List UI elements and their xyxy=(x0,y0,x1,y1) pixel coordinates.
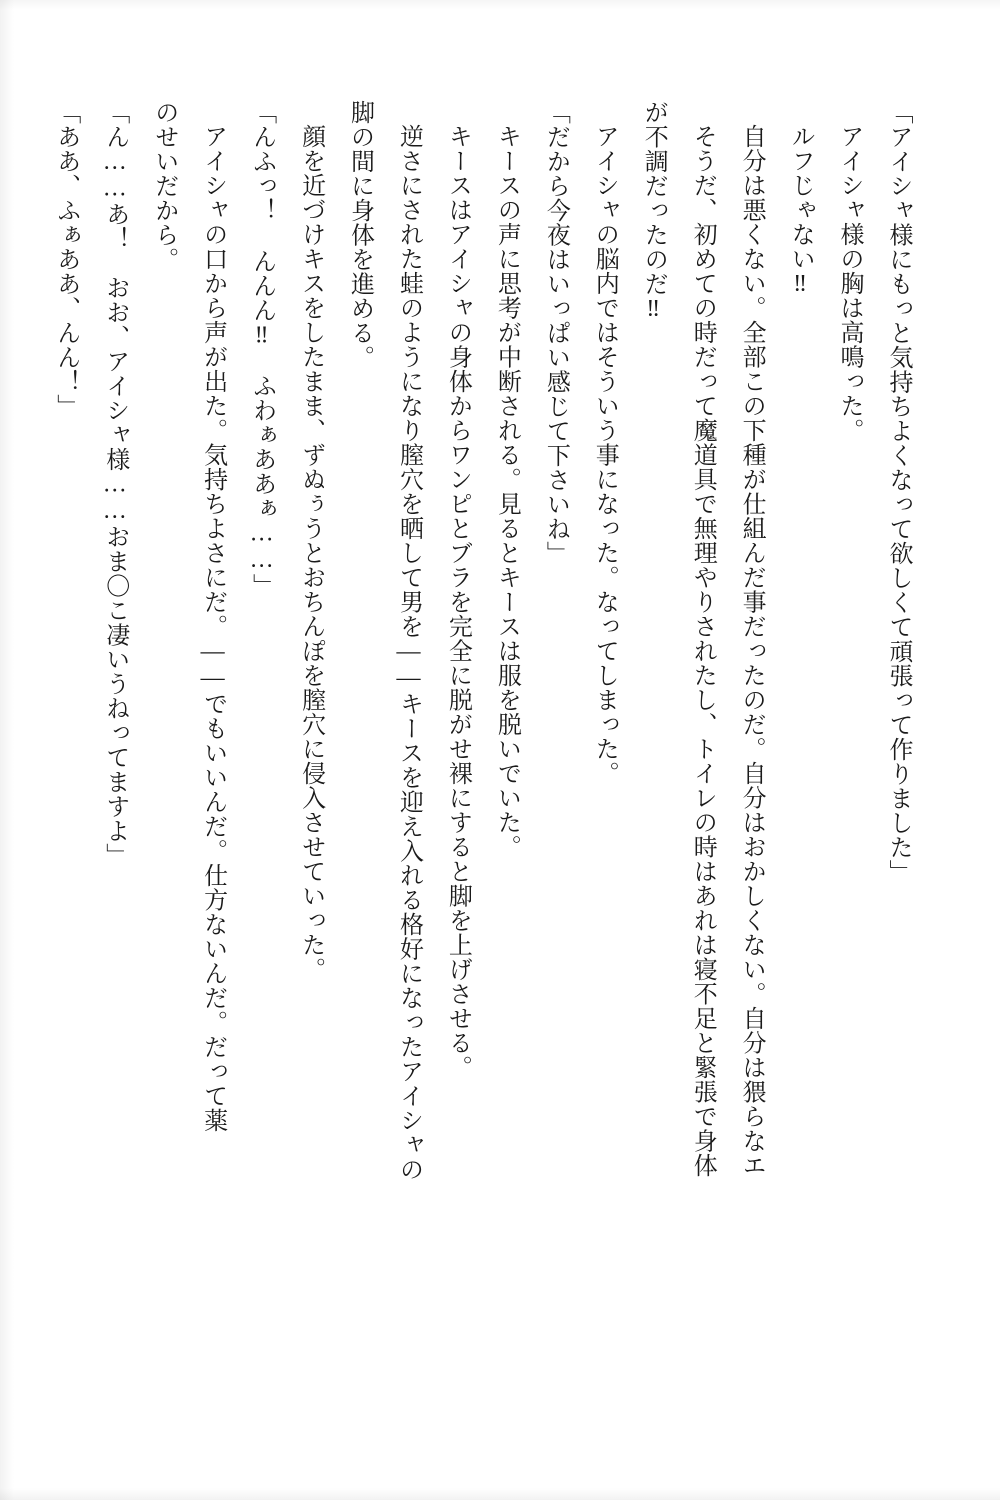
paragraph: キースはアイシャの身体からワンピとブラを完全に脱がせ裸にすると脚を上げさせる。 xyxy=(444,124,471,1080)
paragraph: アイシャの脳内ではそういう事になった。なってしまった。 xyxy=(591,124,618,786)
paragraph: 脚の間に身体を進める。 xyxy=(346,100,373,370)
page-edge-shade-top xyxy=(0,0,1000,10)
paragraph: キースの声に思考が中断される。見るとキースは服を脱いでいた。 xyxy=(493,124,520,859)
paragraph: 「ああ、ふぁああ、んん！」 xyxy=(52,100,79,419)
paragraph: そうだ、初めての時だって魔道具で無理やりされたし、トイレの時はあれは寝不足と緊張で身体 xyxy=(689,124,716,1178)
paragraph: アイシャ様の胸は高鳴った。 xyxy=(836,124,863,443)
paragraph: 「ん……あ！ おお、アイシャ様……おま〇こ凄いうねってますよ」 xyxy=(101,100,128,868)
paragraph: ルフじゃない‼ xyxy=(787,124,814,298)
paragraph: 「アイシャ様にもっと気持ちよくなって欲しくて頑張って作りました」 xyxy=(885,100,911,884)
vertical-text-body xyxy=(52,100,922,1420)
paragraph: 「んふっ！ んんん‼ ふわぁああぁ……」 xyxy=(248,100,275,598)
paragraph: 逆さにされた蛙のようになり膣穴を晒して男を――キースを迎え入れる格好になったアイシャの xyxy=(395,124,422,1182)
paragraph: アイシャの口から声が出た。気持ちよさにだ。――でもいいんだ。仕方ないんだ。だって薬 xyxy=(199,124,226,1133)
paragraph: 「だから今夜はいっぱい感じて下さいね」 xyxy=(542,100,569,566)
paragraph: 自分は悪くない。全部この下種が仕組んだ事だったのだ。自分はおかしくない。自分は猥らなエ xyxy=(738,124,765,1178)
paragraph: が不調だったのだ‼ xyxy=(640,100,667,323)
page-edge-shade-left xyxy=(0,0,14,1500)
paragraph: 顔を近づけキスをしたまま、ずぬぅうとおちんぽを膣穴に侵入させていった。 xyxy=(297,124,324,982)
paragraph: のせいだから。 xyxy=(150,100,177,272)
page-edge-shade-bottom xyxy=(0,1488,1000,1500)
